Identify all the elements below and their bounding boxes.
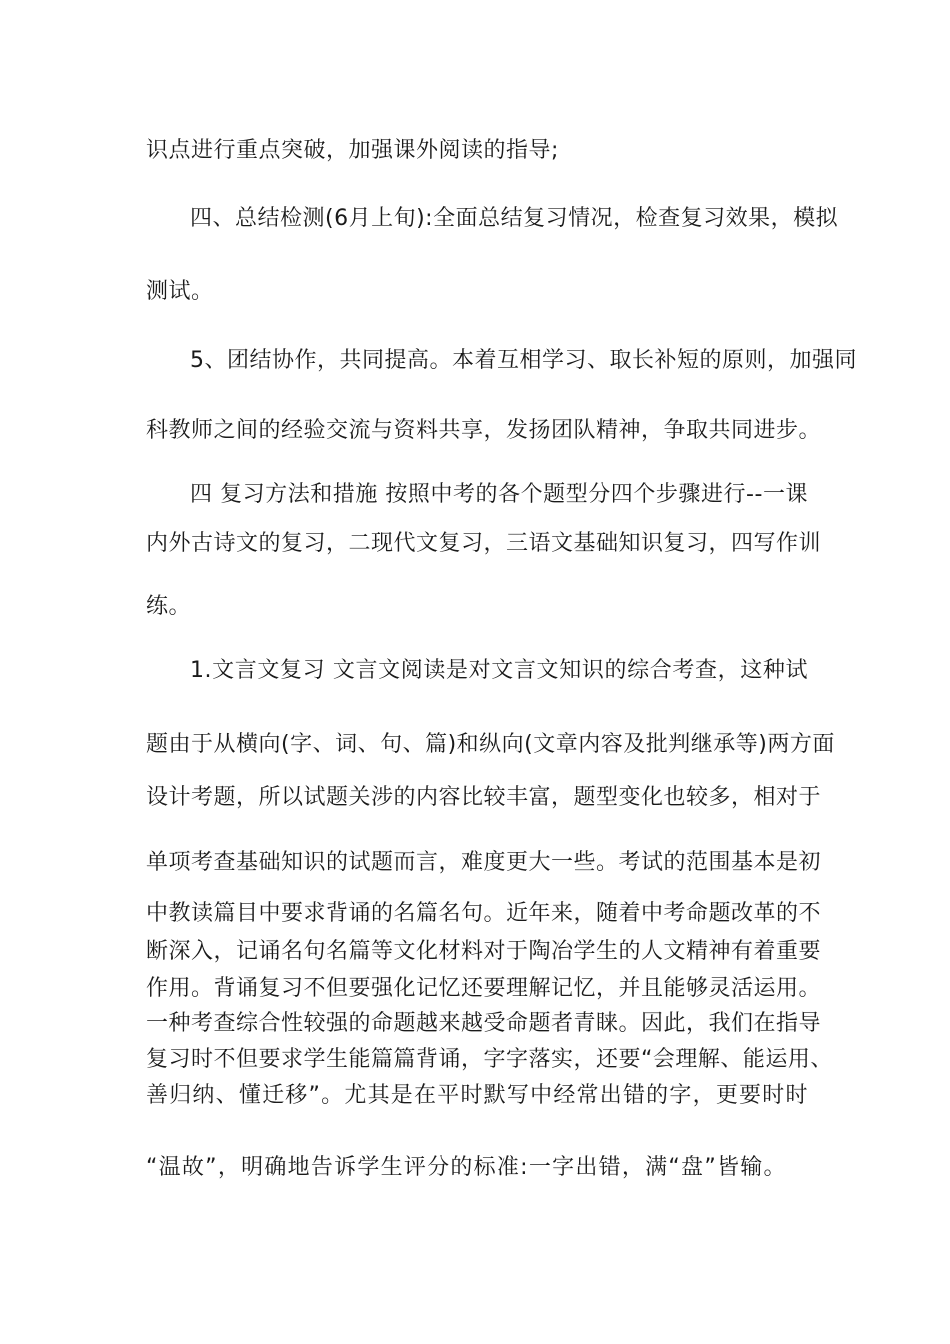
text-line: 测试。 <box>146 279 214 304</box>
text-line: 四、总结检测(6月上旬):全面总结复习情况，检查复习效果，模拟 <box>190 206 839 231</box>
text-line: 设计考题，所以试题关涉的内容比较丰富，题型变化也较多，相对于 <box>146 785 822 810</box>
text-line: 5、团结协作，共同提高。本着互相学习、取长补短的原则，加强同 <box>190 348 857 373</box>
text-line: 断深入，记诵名句名篇等文化材料对于陶冶学生的人文精神有着重要 <box>146 939 822 964</box>
text-line: 题由于从横向(字、词、句、篇)和纵向(文章内容及批判继承等)两方面 <box>146 732 835 757</box>
text-line: 中教读篇目中要求背诵的名篇名句。近年来，随着中考命题改革的不 <box>146 901 822 926</box>
text-line: 作用。背诵复习不但要强化记忆还要理解记忆，并且能够灵活运用。 <box>146 976 822 1001</box>
text-line: 四 复习方法和措施 按照中考的各个题型分四个步骤进行--一课 <box>190 482 808 507</box>
text-line: 科教师之间的经验交流与资料共享，发扬团队精神，争取共同进步。 <box>146 418 822 443</box>
text-line: 善归纳、懂迁移”。尤其是在平时默写中经常出错的字，更要时时 <box>146 1083 808 1108</box>
text-line: 内外古诗文的复习，二现代文复习，三语文基础知识复习，四写作训 <box>146 531 822 556</box>
text-line: “温故”，明确地告诉学生评分的标准:一字出错，满“盘”皆输。 <box>146 1155 786 1180</box>
text-line: 1.文言文复习 文言文阅读是对文言文知识的综合考查，这种试 <box>190 658 808 683</box>
text-line: 练。 <box>146 594 192 619</box>
text-line: 单项考查基础知识的试题而言，难度更大一些。考试的范围基本是初 <box>146 850 822 875</box>
text-line: 一种考查综合性较强的命题越来越受命题者青睐。因此，我们在指导 <box>146 1011 822 1036</box>
text-line: 复习时不但要求学生能篇篇背诵，字字落实，还要“会理解、能运用、 <box>146 1047 833 1072</box>
text-line: 识点进行重点突破，加强课外阅读的指导; <box>146 138 559 163</box>
